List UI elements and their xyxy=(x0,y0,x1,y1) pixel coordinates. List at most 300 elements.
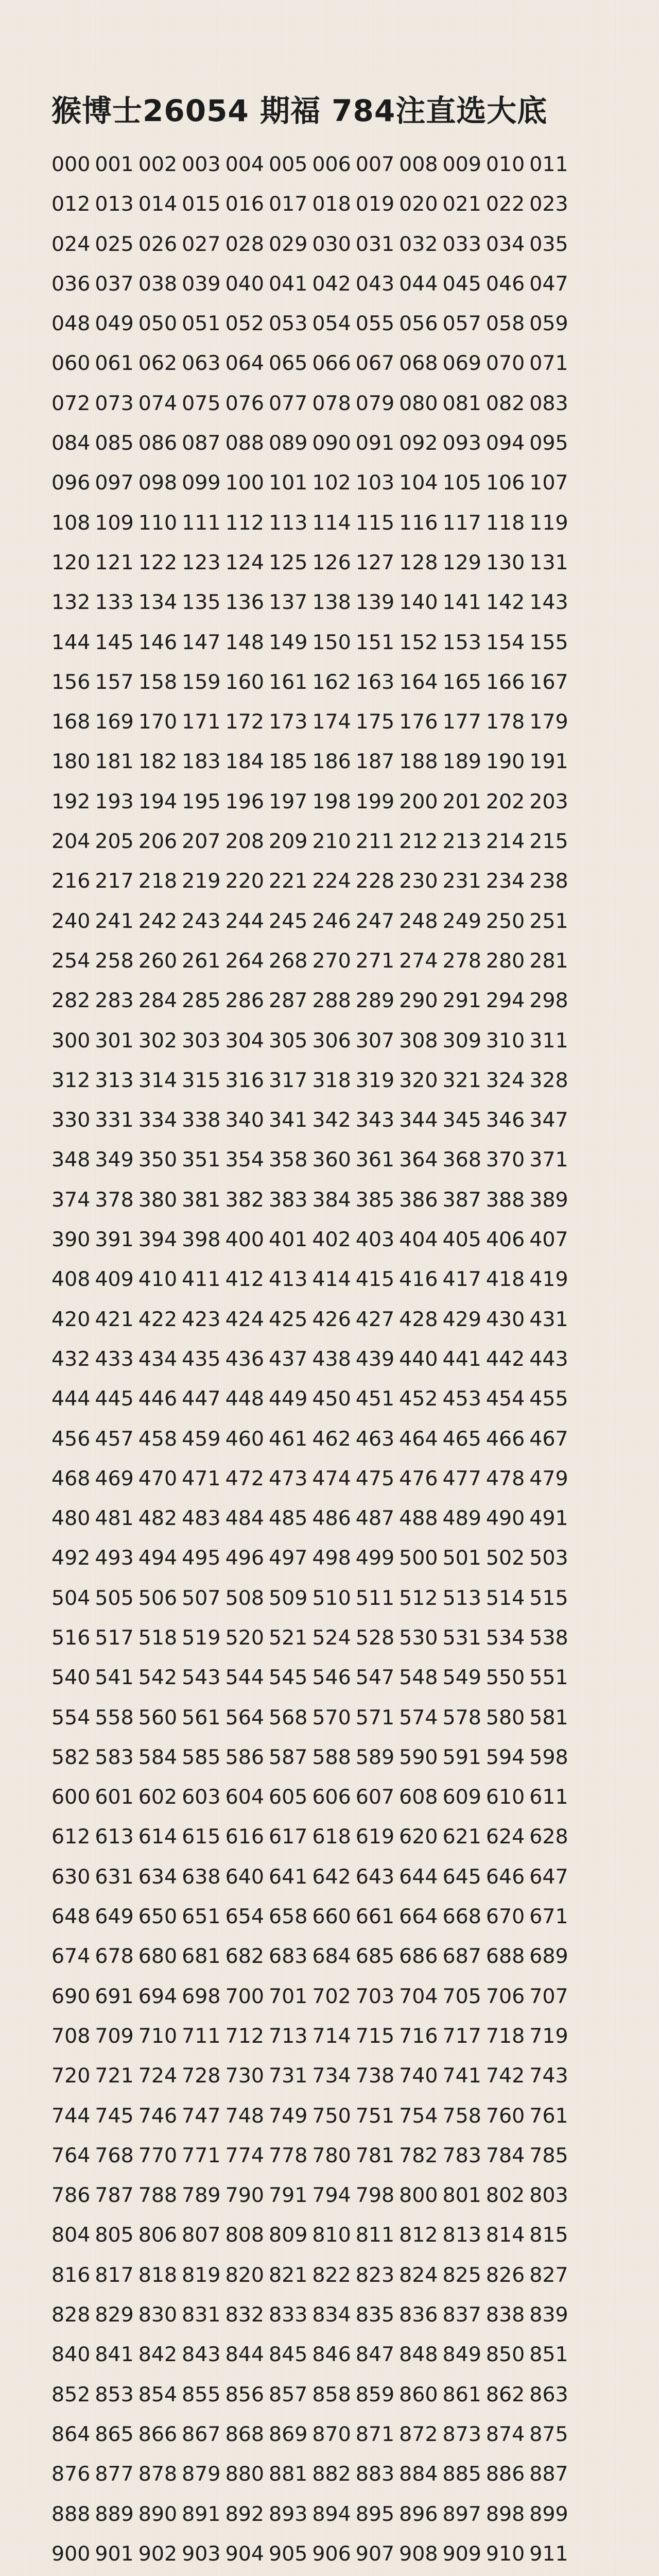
number-row xyxy=(51,1583,623,1623)
number-item: 301 xyxy=(95,1028,134,1053)
number-item: 584 xyxy=(138,1745,178,1769)
number-item: 640 xyxy=(225,1865,264,1889)
number-item: 026 xyxy=(138,232,178,256)
number-item: 334 xyxy=(138,1108,178,1132)
number-item: 578 xyxy=(442,1705,481,1730)
number-item: 782 xyxy=(399,2143,438,2167)
number-item: 328 xyxy=(529,1068,568,1092)
number-item: 548 xyxy=(399,1666,438,1690)
number-item: 838 xyxy=(485,2303,525,2327)
number-item: 346 xyxy=(485,1108,525,1132)
number-item: 242 xyxy=(138,909,178,933)
number-item: 374 xyxy=(51,1188,91,1212)
number-item: 199 xyxy=(355,789,395,814)
number-item: 238 xyxy=(529,869,568,893)
number-item: 464 xyxy=(399,1427,438,1451)
number-item: 824 xyxy=(399,2263,438,2287)
number-item: 720 xyxy=(51,2064,91,2088)
number-item: 813 xyxy=(442,2223,481,2247)
number-item: 058 xyxy=(485,312,525,336)
number-item: 861 xyxy=(442,2382,481,2406)
number-item: 645 xyxy=(442,1865,481,1889)
number-item: 619 xyxy=(355,1825,395,1849)
number-item: 462 xyxy=(312,1427,351,1451)
number-row xyxy=(51,1264,623,1304)
number-item: 422 xyxy=(138,1307,178,1331)
number-item: 052 xyxy=(225,312,264,336)
number-item: 471 xyxy=(182,1466,221,1490)
number-item: 470 xyxy=(138,1466,178,1490)
number-item: 865 xyxy=(95,2422,134,2446)
number-item: 032 xyxy=(399,232,438,256)
number-item: 495 xyxy=(182,1546,221,1570)
number-item: 130 xyxy=(485,550,525,574)
number-item: 349 xyxy=(95,1148,134,1172)
number-list xyxy=(51,149,623,2576)
number-item: 294 xyxy=(485,989,525,1013)
number-item: 488 xyxy=(399,1506,438,1531)
number-item: 745 xyxy=(95,2104,134,2128)
number-item: 702 xyxy=(312,1984,351,2008)
number-item: 749 xyxy=(268,2104,308,2128)
number-item: 436 xyxy=(225,1347,264,1371)
number-item: 608 xyxy=(399,1785,438,1809)
number-item: 478 xyxy=(485,1466,525,1490)
number-item: 658 xyxy=(268,1905,308,1929)
number-item: 851 xyxy=(529,2343,568,2367)
number-item: 846 xyxy=(312,2343,351,2367)
number-item: 649 xyxy=(95,1905,134,1929)
number-item: 218 xyxy=(138,869,178,893)
number-item: 411 xyxy=(182,1267,221,1292)
number-item: 028 xyxy=(225,232,264,256)
number-item: 344 xyxy=(399,1108,438,1132)
number-item: 307 xyxy=(355,1028,395,1053)
number-item: 209 xyxy=(268,829,308,854)
number-item: 188 xyxy=(399,750,438,774)
number-row xyxy=(51,906,623,946)
number-item: 826 xyxy=(485,2263,525,2287)
number-item: 871 xyxy=(355,2422,395,2446)
number-item: 040 xyxy=(225,272,264,296)
number-item: 351 xyxy=(182,1148,221,1172)
number-item: 412 xyxy=(225,1267,264,1292)
number-item: 468 xyxy=(51,1466,91,1490)
number-item: 615 xyxy=(182,1825,221,1849)
number-item: 417 xyxy=(442,1267,481,1292)
number-item: 603 xyxy=(182,1785,221,1809)
number-item: 842 xyxy=(138,2343,178,2367)
number-row xyxy=(51,2419,623,2459)
number-item: 849 xyxy=(442,2343,481,2367)
number-item: 907 xyxy=(355,2541,395,2566)
number-item: 790 xyxy=(225,2183,264,2208)
number-item: 686 xyxy=(399,1944,438,1969)
number-item: 841 xyxy=(95,2343,134,2367)
number-row xyxy=(51,468,623,507)
number-item: 066 xyxy=(312,351,351,376)
number-item: 077 xyxy=(268,391,308,415)
number-item: 497 xyxy=(268,1546,308,1570)
number-item: 583 xyxy=(95,1745,134,1769)
number-item: 401 xyxy=(268,1228,308,1252)
number-row xyxy=(51,269,623,309)
number-row xyxy=(51,1981,623,2021)
number-item: 317 xyxy=(268,1068,308,1092)
number-item: 081 xyxy=(442,391,481,415)
number-item: 811 xyxy=(355,2223,395,2247)
number-item: 079 xyxy=(355,391,395,415)
number-item: 801 xyxy=(442,2183,481,2208)
number-item: 771 xyxy=(182,2143,221,2167)
number-item: 010 xyxy=(485,152,525,176)
number-item: 214 xyxy=(485,829,525,854)
number-item: 094 xyxy=(485,431,525,455)
number-item: 897 xyxy=(442,2502,481,2526)
number-item: 827 xyxy=(529,2263,568,2287)
number-item: 039 xyxy=(182,272,221,296)
number-item: 718 xyxy=(485,2024,525,2048)
number-item: 157 xyxy=(95,670,134,694)
number-item: 683 xyxy=(268,1944,308,1969)
number-item: 250 xyxy=(485,909,525,933)
number-item: 875 xyxy=(529,2422,568,2446)
number-row xyxy=(51,2459,623,2499)
number-item: 202 xyxy=(485,789,525,814)
number-item: 018 xyxy=(312,192,351,216)
number-item: 747 xyxy=(182,2104,221,2128)
number-item: 441 xyxy=(442,1347,481,1371)
number-item: 354 xyxy=(225,1148,264,1172)
number-item: 798 xyxy=(355,2183,395,2208)
number-item: 616 xyxy=(225,1825,264,1849)
number-item: 547 xyxy=(355,1666,395,1690)
number-item: 465 xyxy=(442,1427,481,1451)
number-item: 155 xyxy=(529,630,568,654)
number-item: 670 xyxy=(485,1905,525,1929)
number-item: 281 xyxy=(529,948,568,973)
number-row xyxy=(51,1464,623,1503)
number-item: 423 xyxy=(182,1307,221,1331)
number-item: 385 xyxy=(355,1188,395,1212)
number-item: 860 xyxy=(399,2382,438,2406)
number-item: 418 xyxy=(485,1267,525,1292)
number-item: 206 xyxy=(138,829,178,854)
number-item: 774 xyxy=(225,2143,264,2167)
number-item: 574 xyxy=(399,1705,438,1730)
number-item: 210 xyxy=(312,829,351,854)
number-item: 731 xyxy=(268,2064,308,2088)
number-item: 220 xyxy=(225,869,264,893)
number-item: 802 xyxy=(485,2183,525,2208)
number-item: 280 xyxy=(485,948,525,973)
number-item: 193 xyxy=(95,789,134,814)
number-item: 780 xyxy=(312,2143,351,2167)
number-item: 910 xyxy=(485,2541,525,2566)
number-item: 869 xyxy=(268,2422,308,2446)
number-item: 661 xyxy=(355,1905,395,1929)
number-item: 419 xyxy=(529,1267,568,1292)
number-item: 340 xyxy=(225,1108,264,1132)
number-item: 015 xyxy=(182,192,221,216)
number-item: 164 xyxy=(399,670,438,694)
number-item: 906 xyxy=(312,2541,351,2566)
number-item: 741 xyxy=(442,2064,481,2088)
number-item: 435 xyxy=(182,1347,221,1371)
number-row xyxy=(51,866,623,906)
number-item: 746 xyxy=(138,2104,178,2128)
number-item: 241 xyxy=(95,909,134,933)
number-item: 585 xyxy=(182,1745,221,1769)
number-item: 859 xyxy=(355,2382,395,2406)
number-row xyxy=(51,348,623,388)
number-item: 484 xyxy=(225,1506,264,1531)
number-item: 131 xyxy=(529,550,568,574)
number-item: 475 xyxy=(355,1466,395,1490)
number-item: 787 xyxy=(95,2183,134,2208)
number-item: 854 xyxy=(138,2382,178,2406)
number-item: 591 xyxy=(442,1745,481,1769)
number-item: 836 xyxy=(399,2303,438,2327)
number-item: 044 xyxy=(399,272,438,296)
number-item: 482 xyxy=(138,1506,178,1531)
number-item: 302 xyxy=(138,1028,178,1053)
number-item: 437 xyxy=(268,1347,308,1371)
number-item: 876 xyxy=(51,2462,91,2486)
number-item: 840 xyxy=(51,2343,91,2367)
number-item: 803 xyxy=(529,2183,568,2208)
number-item: 778 xyxy=(268,2143,308,2167)
number-row xyxy=(51,1026,623,1065)
number-item: 493 xyxy=(95,1546,134,1570)
number-item: 894 xyxy=(312,2502,351,2526)
number-item: 845 xyxy=(268,2343,308,2367)
number-item: 211 xyxy=(355,829,395,854)
number-item: 427 xyxy=(355,1307,395,1331)
number-item: 286 xyxy=(225,989,264,1013)
number-item: 647 xyxy=(529,1865,568,1889)
number-item: 011 xyxy=(529,152,568,176)
number-item: 312 xyxy=(51,1068,91,1092)
number-item: 888 xyxy=(51,2502,91,2526)
number-item: 664 xyxy=(399,1905,438,1929)
number-item: 889 xyxy=(95,2502,134,2526)
number-item: 064 xyxy=(225,351,264,376)
number-item: 298 xyxy=(529,989,568,1013)
number-item: 602 xyxy=(138,1785,178,1809)
number-item: 586 xyxy=(225,1745,264,1769)
number-item: 126 xyxy=(312,550,351,574)
number-item: 590 xyxy=(399,1745,438,1769)
number-item: 406 xyxy=(485,1228,525,1252)
number-item: 065 xyxy=(268,351,308,376)
number-item: 284 xyxy=(138,989,178,1013)
number-row xyxy=(51,2499,623,2539)
number-item: 549 xyxy=(442,1666,481,1690)
number-item: 831 xyxy=(182,2303,221,2327)
number-item: 467 xyxy=(529,1427,568,1451)
number-item: 350 xyxy=(138,1148,178,1172)
number-item: 499 xyxy=(355,1546,395,1570)
number-item: 604 xyxy=(225,1785,264,1809)
number-row xyxy=(51,189,623,229)
number-item: 205 xyxy=(95,829,134,854)
number-item: 041 xyxy=(268,272,308,296)
number-item: 908 xyxy=(399,2541,438,2566)
number-item: 786 xyxy=(51,2183,91,2208)
number-item: 208 xyxy=(225,829,264,854)
number-item: 108 xyxy=(51,511,91,535)
number-item: 514 xyxy=(485,1586,525,1610)
number-row xyxy=(51,1663,623,1702)
number-item: 178 xyxy=(485,710,525,734)
number-item: 519 xyxy=(182,1625,221,1650)
number-item: 770 xyxy=(138,2143,178,2167)
number-item: 159 xyxy=(182,670,221,694)
number-item: 674 xyxy=(51,1944,91,1969)
number-item: 278 xyxy=(442,948,481,973)
number-item: 472 xyxy=(225,1466,264,1490)
number-item: 829 xyxy=(95,2303,134,2327)
number-item: 816 xyxy=(51,2263,91,2287)
number-item: 810 xyxy=(312,2223,351,2247)
number-item: 892 xyxy=(225,2502,264,2526)
number-item: 794 xyxy=(312,2183,351,2208)
number-item: 691 xyxy=(95,1984,134,2008)
number-item: 314 xyxy=(138,1068,178,1092)
number-item: 531 xyxy=(442,1625,481,1650)
number-item: 881 xyxy=(268,2462,308,2486)
number-item: 509 xyxy=(268,1586,308,1610)
number-item: 310 xyxy=(485,1028,525,1053)
number-item: 856 xyxy=(225,2382,264,2406)
number-item: 543 xyxy=(182,1666,221,1690)
number-item: 483 xyxy=(182,1506,221,1531)
number-item: 217 xyxy=(95,869,134,893)
number-item: 410 xyxy=(138,1267,178,1292)
number-item: 306 xyxy=(312,1028,351,1053)
number-item: 660 xyxy=(312,1905,351,1929)
number-item: 457 xyxy=(95,1427,134,1451)
number-item: 492 xyxy=(51,1546,91,1570)
number-item: 245 xyxy=(268,909,308,933)
number-item: 486 xyxy=(312,1506,351,1531)
number-item: 230 xyxy=(399,869,438,893)
number-item: 511 xyxy=(355,1586,395,1610)
number-item: 764 xyxy=(51,2143,91,2167)
number-item: 074 xyxy=(138,391,178,415)
number-item: 742 xyxy=(485,2064,525,2088)
number-item: 524 xyxy=(312,1625,351,1650)
number-item: 545 xyxy=(268,1666,308,1690)
number-item: 368 xyxy=(442,1148,481,1172)
number-item: 808 xyxy=(225,2223,264,2247)
number-item: 234 xyxy=(485,869,525,893)
number-item: 451 xyxy=(355,1387,395,1411)
number-item: 311 xyxy=(529,1028,568,1053)
number-item: 115 xyxy=(355,511,395,535)
number-item: 554 xyxy=(51,1705,91,1730)
number-item: 137 xyxy=(268,590,308,615)
number-item: 905 xyxy=(268,2541,308,2566)
number-item: 031 xyxy=(355,232,395,256)
number-item: 804 xyxy=(51,2223,91,2247)
number-item: 832 xyxy=(225,2303,264,2327)
number-item: 449 xyxy=(268,1387,308,1411)
number-item: 119 xyxy=(529,511,568,535)
number-item: 501 xyxy=(442,1546,481,1570)
number-item: 063 xyxy=(182,351,221,376)
number-item: 194 xyxy=(138,789,178,814)
number-item: 304 xyxy=(225,1028,264,1053)
number-item: 387 xyxy=(442,1188,481,1212)
number-item: 785 xyxy=(529,2143,568,2167)
number-item: 179 xyxy=(529,710,568,734)
number-row xyxy=(51,1902,623,1941)
number-item: 750 xyxy=(312,2104,351,2128)
number-item: 271 xyxy=(355,948,395,973)
number-item: 171 xyxy=(182,710,221,734)
number-item: 428 xyxy=(399,1307,438,1331)
number-item: 098 xyxy=(138,471,178,495)
number-item: 248 xyxy=(399,909,438,933)
number-item: 502 xyxy=(485,1546,525,1570)
number-row xyxy=(51,149,623,189)
number-item: 118 xyxy=(485,511,525,535)
number-item: 282 xyxy=(51,989,91,1013)
number-item: 192 xyxy=(51,789,91,814)
number-item: 510 xyxy=(312,1586,351,1610)
number-item: 398 xyxy=(182,1228,221,1252)
number-item: 708 xyxy=(51,2024,91,2048)
number-item: 285 xyxy=(182,989,221,1013)
number-item: 102 xyxy=(312,471,351,495)
number-item: 046 xyxy=(485,272,525,296)
number-item: 873 xyxy=(442,2422,481,2446)
number-item: 391 xyxy=(95,1228,134,1252)
number-item: 207 xyxy=(182,829,221,854)
number-item: 768 xyxy=(95,2143,134,2167)
number-item: 530 xyxy=(399,1625,438,1650)
number-item: 668 xyxy=(442,1905,481,1929)
number-item: 589 xyxy=(355,1745,395,1769)
number-item: 169 xyxy=(95,710,134,734)
number-item: 864 xyxy=(51,2422,91,2446)
number-item: 885 xyxy=(442,2462,481,2486)
number-item: 540 xyxy=(51,1666,91,1690)
number-item: 455 xyxy=(529,1387,568,1411)
number-item: 821 xyxy=(268,2263,308,2287)
number-item: 734 xyxy=(312,2064,351,2088)
number-item: 244 xyxy=(225,909,264,933)
number-item: 313 xyxy=(95,1068,134,1092)
number-item: 466 xyxy=(485,1427,525,1451)
number-item: 029 xyxy=(268,232,308,256)
number-item: 228 xyxy=(355,869,395,893)
number-item: 305 xyxy=(268,1028,308,1053)
number-item: 570 xyxy=(312,1705,351,1730)
number-item: 381 xyxy=(182,1188,221,1212)
number-item: 144 xyxy=(51,630,91,654)
number-item: 634 xyxy=(138,1865,178,1889)
number-item: 384 xyxy=(312,1188,351,1212)
number-item: 160 xyxy=(225,670,264,694)
number-item: 120 xyxy=(51,550,91,574)
number-item: 343 xyxy=(355,1108,395,1132)
number-item: 190 xyxy=(485,750,525,774)
number-item: 507 xyxy=(182,1586,221,1610)
number-item: 642 xyxy=(312,1865,351,1889)
